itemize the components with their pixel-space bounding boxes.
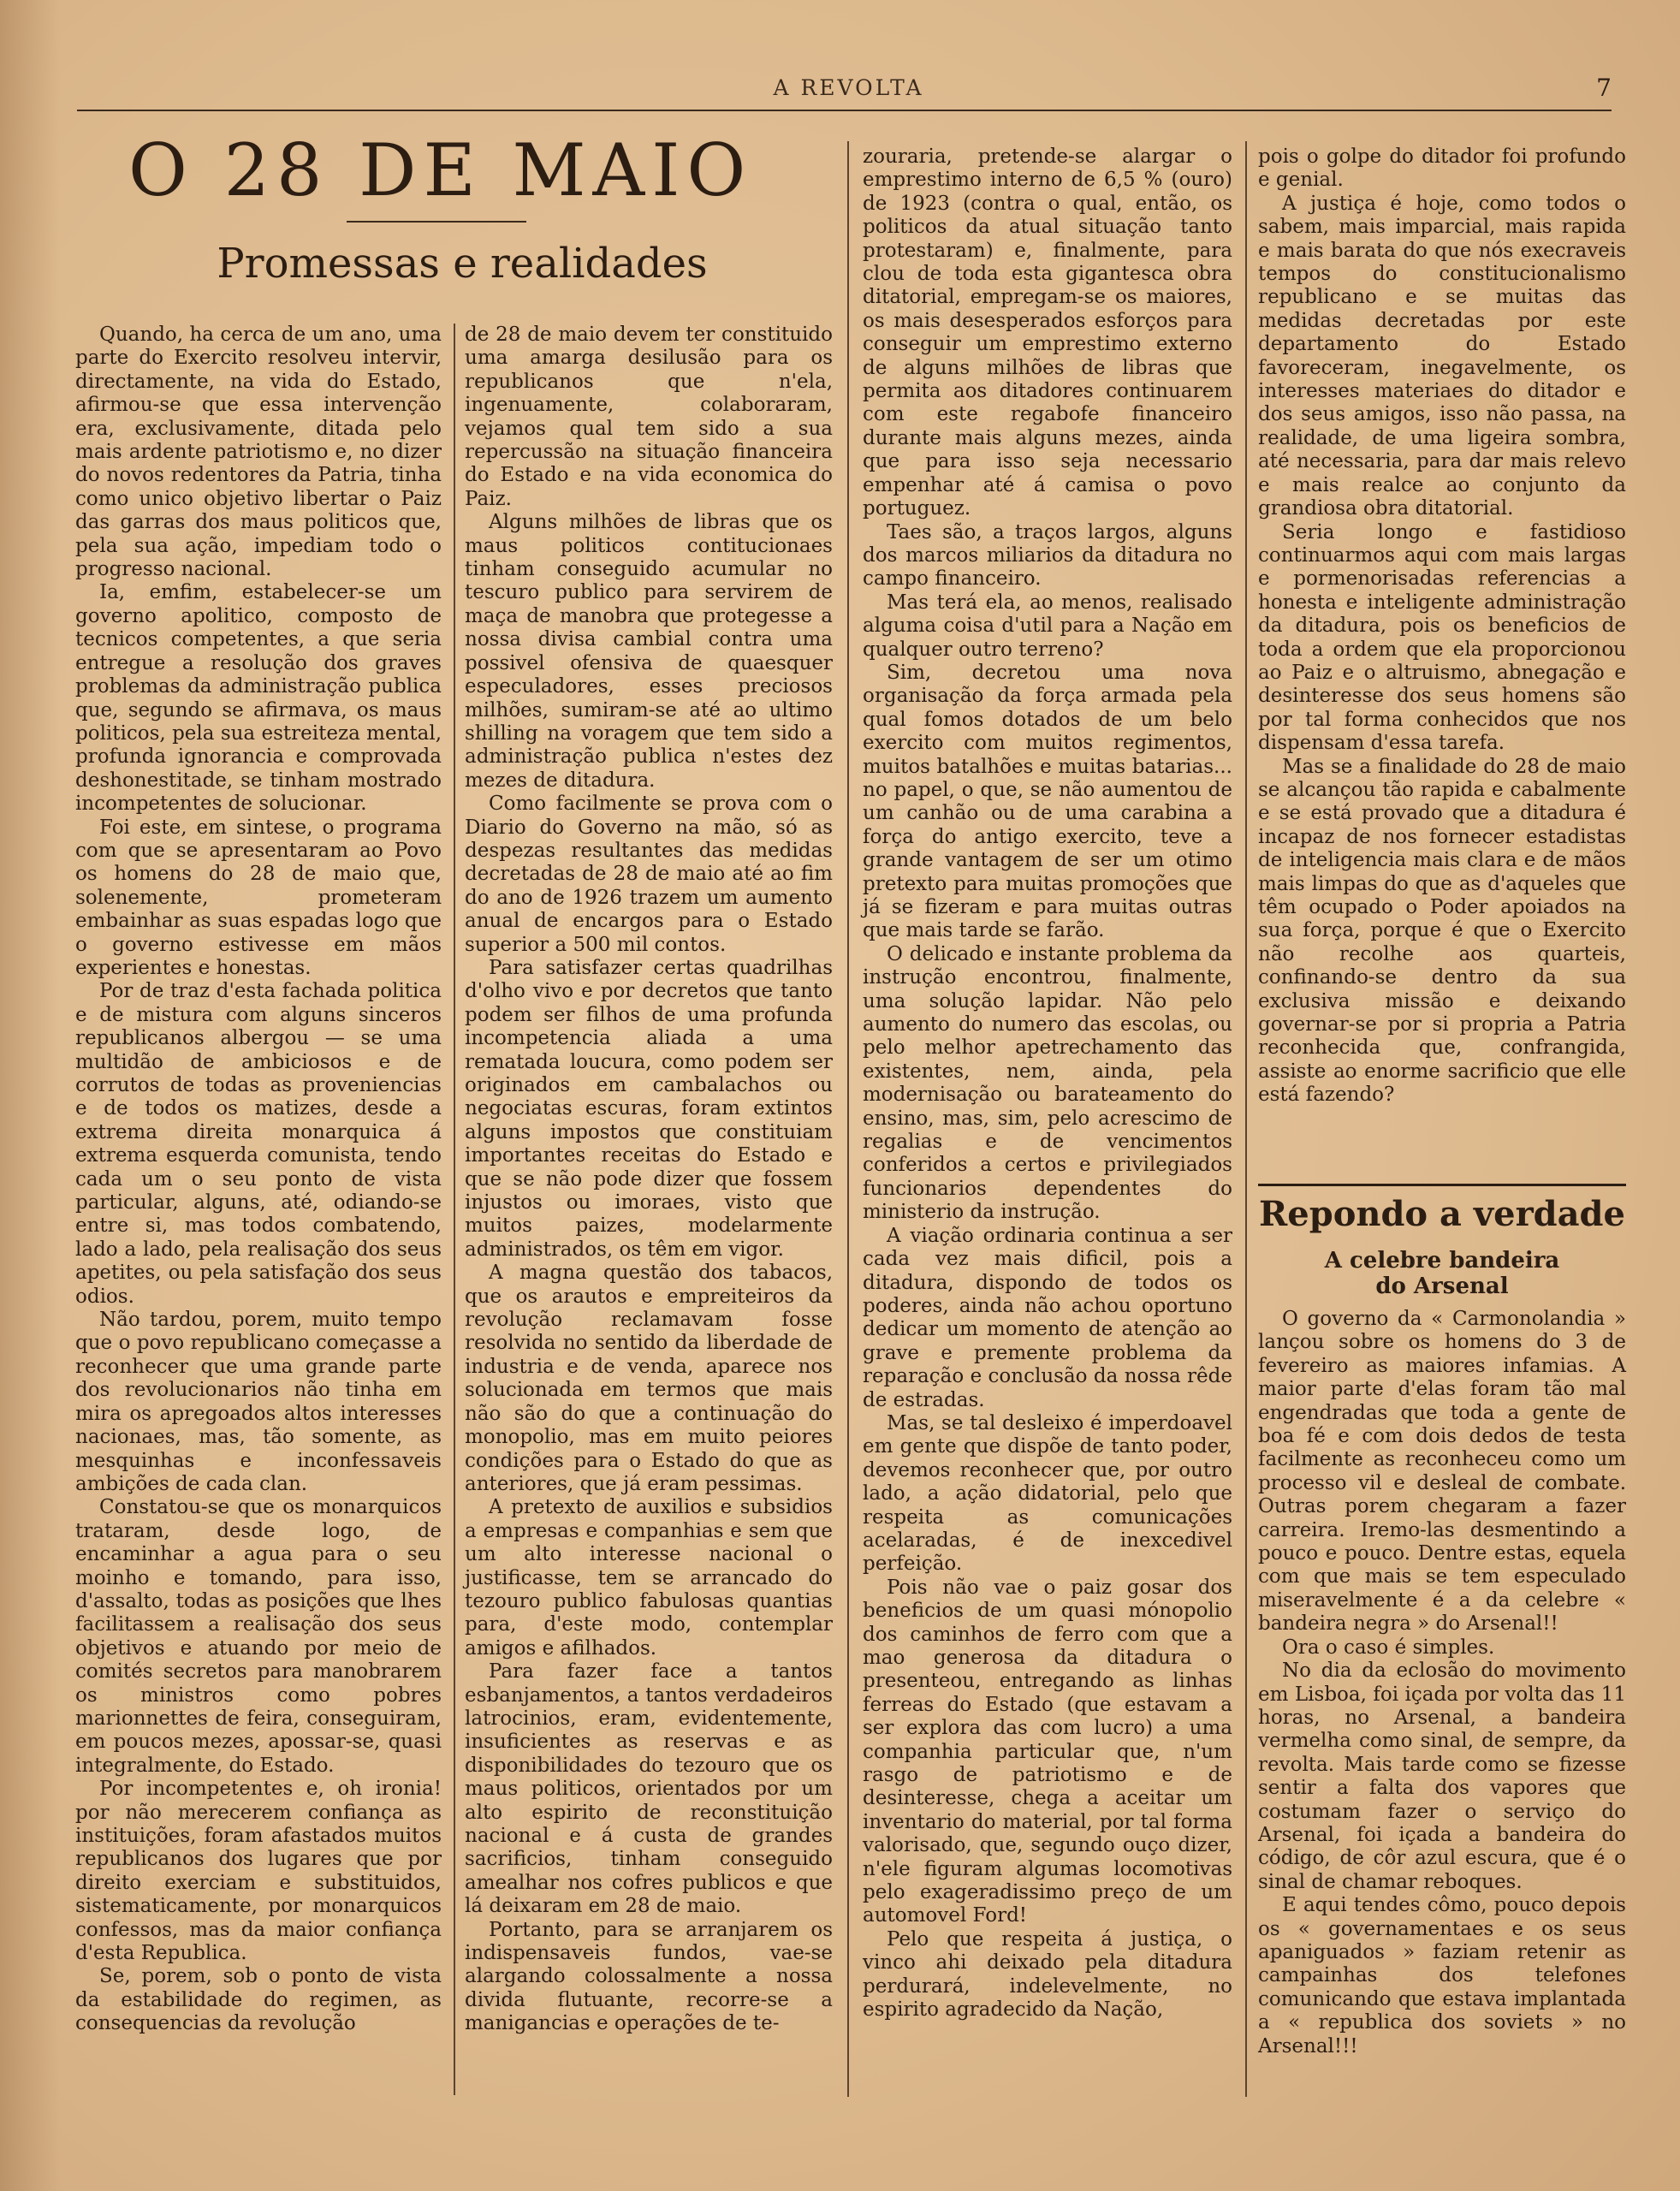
sidebar-rule xyxy=(1258,1184,1626,1186)
paragraph: Mas, se tal desleixo é imperdoavel em gente que dispõe de tanto poder, devemos reconhecer que, por outro lado, a ação didatorial, pelo que respeita as comunicações acelaradas, é de inexcedivel perfeição. xyxy=(863,1411,1232,1576)
paragraph: O delicado e instante problema da instrução encontrou, finalmente, uma solução lapidar. Não pelo aumento do numero das escolas, ou pelo melhor apetrechamento das existentes, nem, ainda, pela modernisação ou barateamento do ensino, mas, sim, pelo acrescimo de regalias e de vencimentos conferidos a certos e privilegiados funcionarios dependentes do ministerio da instrução. xyxy=(863,942,1232,1224)
running-head xyxy=(77,70,1620,104)
sidebar-subtitle xyxy=(1258,1248,1626,1299)
header-rule xyxy=(77,110,1612,111)
sidebar-column xyxy=(1258,1308,1626,2058)
article-column-4 xyxy=(1258,145,1626,1107)
article-column-1 xyxy=(75,324,442,2036)
paragraph: Portanto, para se arranjarem os indispensaveis fundos, vae-se alargando colossalmente a nossa divida flutuante, recorre-se a manigancias e operações de te- xyxy=(465,1918,833,2035)
paragraph: Ora o caso é simples. xyxy=(1282,1636,1495,1659)
paragraph: Foi este, em sintese, o programa com que se apresentaram ao Povo os homens do 28 de maio que, solenemente, prometeram embainhar as suas espadas logo que o governo estivesse em mãos experientes e honestas. xyxy=(75,816,442,979)
paragraph: Mas terá ela, ao menos, realisado alguma coisa d'util para a Nação em qualquer outro terreno? xyxy=(863,591,1232,661)
paragraph: Ia, emfim, estabelecer-se um governo apolitico, composto de tecnicos competentes, a que seria entregue a resolução dos graves problemas da administração publica que, segundo se afirmava, os maus politicos, pela sua estreiteza mental, profunda ignorancia e comprovada deshonestitade, se tinham mostrado incompetentes de solucionar. xyxy=(75,581,442,816)
paragraph: Pelo que respeita á justiça, o vinco ahi deixado pela ditadura perdurará, indelevelmente, no espirito agradecido da Nação, xyxy=(863,1927,1232,2022)
page-number: 7 xyxy=(1596,74,1612,102)
column-divider xyxy=(454,324,455,2095)
paragraph: Sim, decretou uma nova organisação da força armada pela qual fomos dotados de um belo exercito com muitos regimentos, muitos batalhões e muitas batarias... no papel, o que, se não aumentou de um canhão ou de uma carabina a força do antigo exercito, teve a grande vantagem de ser um otimo pretexto para muitas promoções que já se fizeram e para muitas outras que mais tarde se farão. xyxy=(863,661,1232,942)
article-subtitle: Promessas e realidades xyxy=(217,240,708,288)
paragraph: zouraria, pretende-se alargar o emprestimo interno de 6,5 % (ouro) de 1923 (contra o qual, então, os politicos da atual situação tanto protestaram) e, finalmente, para clou de toda esta gigantesca obra ditatorial, empregam-se os maiores, os mais desesperados esforços para conseguir um emprestimo externo de alguns milhões de libras que permita aos ditadores continuarem com este regabofe financeiro durante mais alguns mezes, ainda que para isso seja necessario empenhar até á camisa o povo portuguez. xyxy=(863,145,1232,520)
paragraph: E aqui tendes cômo, pouco depois os « governamentaes e os seus apaniguados » faziam retenir as campainhas dos telefones comunicando que estava implantada a « republica dos soviets » no Arsenal!!! xyxy=(1258,1894,1626,2057)
paragraph: Constatou-se que os monarquicos trataram, desde logo, de encaminhar a agua para o seu moinho e tomando, para isso, d'assalto, todas as posições que lhes facilitassem a realisação dos seus objetivos e atuando por meio de comités secretos para manobrarem os ministros como pobres marionnettes de feira, conseguiram, em poucos mezes, apossar-se, quasi integralmente, do Estado. xyxy=(75,1496,442,1777)
paragraph: Não tardou, porem, muito tempo que o povo republicano começasse a reconhecer que uma grande parte dos revolucionarios não tinha em mira os apregoados altos interesses nacionaes, mas, tão somente, as mesquinhas e inconfessaveis ambições de cada clan. xyxy=(75,1309,442,1495)
paragraph: Taes são, a traços largos, alguns dos marcos miliarios da ditadura no campo financeiro. xyxy=(863,520,1232,591)
paragraph: O governo da « Carmonolandia » lançou sobre os homens do 3 de fevereiro as maiores infamias. A maior parte d'elas foram tão mal engendradas que toda a gente de boa fé e com dois dedos de testa facilmente as reconheceu como um processo vil e desleal de combate. Outras porem chegaram a fazer carreira. Iremo-las desmentindo a pouco e pouco. Dentre estas, equela com que mais se tem especulado miseravelmente é a da celebre « bandeira negra » do Arsenal!! xyxy=(1258,1308,1626,1636)
paragraph: de 28 de maio devem ter constituido uma amarga desilusão para os republicanos que n'ela, ingenuamente, colaboraram, vejamos qual tem sido a sua repercussão na situação financeira do Estado e na vida economica do Paiz. xyxy=(465,324,833,510)
column-divider xyxy=(1245,141,1247,2097)
paragraph: Seria longo e fastidioso continuarmos aqui com mais largas e pormenorisadas referencias a honesta e inteligente administração da ditadura, pois os beneficios de toda a ordem que ela proporcionou ao Paiz e o altruismo, abnegação e desinteresse dos seus homens são por tal forma conhecidos que nos dispensam d'essa tarefa. xyxy=(1258,520,1626,755)
title-rule xyxy=(347,221,526,223)
paragraph: A pretexto de auxilios e subsidios a empresas e companhias e sem que um alto interesse nacional o justificasse, tem se arrancado do tezouro publico fabulosas quantias para, d'este modo, contemplar amigos e afilhados. xyxy=(465,1496,833,1660)
article-column-3 xyxy=(863,145,1232,2022)
paragraph: Quando, ha cerca de um ano, uma parte do Exercito resolveu intervir, directamente, na vida do Estado, afirmou-se que essa intervenção era, exclusivamente, ditada pelo mais ardente patriotismo e, no dizer do novos redentores da Patria, tinha como unico objetivo libertar o Paiz das garras dos maus politicos que, pela sua ação, impediam todo o progresso nacional. xyxy=(75,324,442,581)
paragraph: Por incompetentes e, oh ironia! por não merecerem confiança as instituições, foram afastados muitos republicanos dos lugares que por direito exerciam e substituidos, sistematicamente, por monarquicos confessos, mas da maior confiança d'esta Republica. xyxy=(75,1778,442,1965)
paragraph: Para fazer face a tantos esbanjamentos, a tantos verdadeiros latrocinios, eram, evidentemente, insuficientes as reservas e as disponibilidades do tezouro que os maus politicos, orientados por um alto espirito de reconstituição nacional e á custa de grandes sacrificios, tinham conseguido amealhar nos cofres publicos e que lá deixaram em 28 de maio. xyxy=(465,1660,833,1918)
paragraph: Pois não vae o paiz gosar dos beneficios de um quasi mónopolio dos caminhos de ferro com que a mao generosa da ditadura o presenteou, entregando as linhas ferreas do Estado (que estavam a ser explora das com lucro) a uma companhia particular que, n'um rasgo de patriotismo e de desinteresse, chega a aceitar um inventario do material, por tal forma valorisado, que, segundo ouço dizer, n'ele figuram algumas locomotivas pelo exageradissimo preço de um automovel Ford! xyxy=(863,1576,1232,1927)
paragraph: A magna questão dos tabacos, que os arautos e empreiteiros da revolução reclamavam fosse resolvida no sentido da liberdade de industria e de venda, aparece nos solucionada em termos que mais não são do que a continuação do monopolio, mas em muito peiores condições para o Estado do que as anteriores, que já eram pessimas. xyxy=(465,1262,833,1495)
masthead: A REVOLTA xyxy=(773,75,924,100)
paragraph: pois o golpe do ditador foi profundo e genial. xyxy=(1258,145,1626,192)
paragraph: Para satisfazer certas quadrilhas d'olho vivo e por decretos que tanto podem ser filhos de uma profunda incompetencia aliada a uma rematada loucura, como podem ser originados em cambalachos ou negociatas escuras, foram extintos alguns impostos que constituiam importantes receitas do Estado e que se não pode dizer que fossem injustos ou imoraes, visto que muitos paizes, modelarmente administrados, os têm em vigor. xyxy=(465,956,833,1261)
paragraph: No dia da eclosão do movimento em Lisboa, foi içada por volta das 11 horas, no Arsenal, a bandeira vermelha como sinal, de sempre, da revolta. Mais tarde como se fizesse sentir a falta dos vapores que costumam fazer o serviço do Arsenal, foi içada a bandeira do código, de côr azul escura, que é o sinal de chamar reboques. xyxy=(1258,1660,1626,1893)
paragraph: A justiça é hoje, como todos o sabem, mais imparcial, mais rapida e mais barata do que nós execraveis tempos do constitucionalismo republicano e se muitas das medidas decretadas por este departamento do Estado favoreceram, inegavelmente, os interesses materiaes do ditador e dos seus amigos, isso não passa, na realidade, de uma ligeira sombra, até necessaria, para dar mais relevo e mais realce ao conjunto da grandiosa obra ditatorial. xyxy=(1258,192,1626,520)
paragraph: Alguns milhões de libras que os maus politicos contitucionaes tinham conseguido acumular no tescuro publico para servirem de maça de manobra que protegesse a nossa divisa cambial contra uma possivel ofensiva de quaesquer especuladores, esses preciosos milhões, sumiram-se até ao ultimo shilling na voragem que tem sido a administração publica n'estes dez mezes de ditadura. xyxy=(465,511,833,792)
paragraph: Mas se a finalidade do 28 de maio se alcançou tão rapida e cabalmente e se está provado que a ditadura é incapaz de nos fornecer estadistas de inteligencia mais clara e de mãos mais limpas do que as d'aqueles que têm ocupado o Poder apoiados na sua força, porque é que o Exercito não recolhe aos quarteis, confinando-se dentro da sua exclusiva missão e deixando governar-se por si propria a Patria reconhecida que, confrangida, assiste ao enorme sacrificio que elle está fazendo? xyxy=(1258,755,1626,1107)
column-divider xyxy=(847,141,849,2097)
sidebar-title: Repondo a verdade xyxy=(1259,1194,1625,1234)
paragraph: Se, porem, sob o ponto de vista da estabilidade do regimen, as consequencias da revolução xyxy=(75,1965,442,2035)
paragraph: Por de traz d'esta fachada politica e de mistura com alguns sinceros republicanos albergou — se uma multidão de ambiciosos e de corrutos de todas as proveniencias e de todos os matizes, desde a extrema direita monarquica á extrema esquerda comunista, tendo cada um o seu ponto de vista particular, alguns, até, odiando-se entre si, mas todos combatendo, lado a lado, pela realisação dos seus apetites, ou pela satisfação dos seus odios. xyxy=(75,980,442,1308)
sidebar-subtitle-line: do Arsenal xyxy=(1375,1274,1509,1299)
article-title: O 28 DE MAIO xyxy=(128,128,753,212)
article-column-2 xyxy=(465,324,833,2036)
paragraph: Como facilmente se prova com o Diario do Governo na mão, só as despezas resultantes das medidas decretadas de 28 de maio até ao fim do ano de 1926 trazem um aumento anual de encargos para o Estado superior a 500 mil contos. xyxy=(465,793,833,956)
sidebar-subtitle-line: A celebre bandeira xyxy=(1324,1248,1560,1274)
paragraph: A viação ordinaria continua a ser cada vez mais dificil, pois a ditadura, dispondo de todos os poderes, ainda não achou oportuno dedicar um momento de atenção ao grave e premente problema da reparação e conclusão da nossa rêde de estradas. xyxy=(863,1224,1232,1411)
